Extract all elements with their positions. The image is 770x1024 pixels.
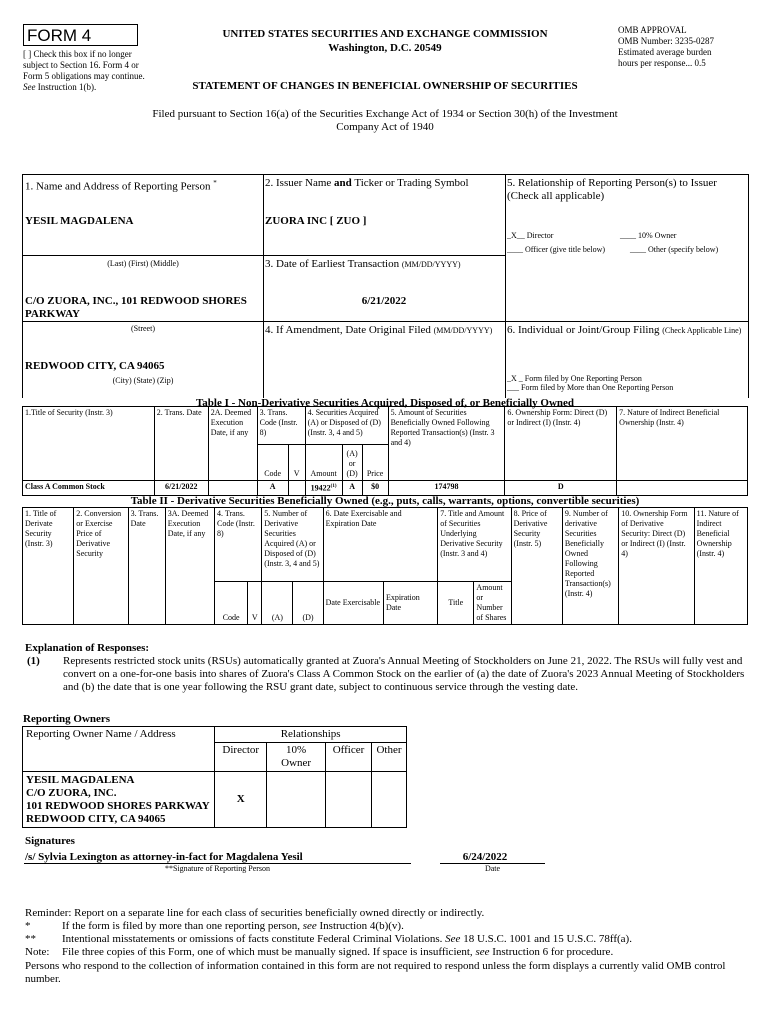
t2-h-underlying: 7. Title and Amount of Securities Underlying Derivative Security (Instr. 3 and 4) bbox=[438, 508, 511, 582]
t1-sub-aord: (A) or (D) bbox=[342, 445, 362, 481]
ro-h-director: Director bbox=[215, 743, 267, 772]
relationship-other: ____ Other (specify below) bbox=[630, 245, 719, 254]
ro-h-other: Other bbox=[371, 743, 406, 772]
agency-location: Washington, D.C. 20549 bbox=[328, 42, 442, 54]
signatures-heading: Signatures bbox=[25, 835, 75, 847]
footer-dstar: Intentional misstatements or omissions of facts constitute Federal Criminal Violations. See 18 U.S.C. 1001 and 15 U.S.C. 78ff(a). bbox=[62, 933, 632, 945]
reporting-person-label: 1. Name and Address of Reporting Person * bbox=[25, 179, 217, 193]
relationship-officer: ____ Officer (give title below) bbox=[507, 245, 606, 254]
table-row bbox=[23, 481, 748, 496]
city-caption: (City) (State) (Zip) bbox=[112, 376, 174, 385]
ro-director-mark: X bbox=[215, 772, 267, 828]
issuer-value: ZUORA INC [ ZUO ] bbox=[265, 215, 367, 227]
t2-sub-title: Title bbox=[438, 582, 474, 625]
explanation-text: Represents restricted stock units (RSUs) automatically granted at Zuora's Annual Meeting of Stockholders on June 21, 2022. The RSUs will fully vest and convert on a one-for-one basis into shares of Zuora's Class A Common Stock on the earlier of (a) the date of Zuora's 2023 Annual Meeting of Stockholders and (b) the date that is one year following the RSU grant date, subject to continuous service through the vesting date. bbox=[63, 655, 745, 693]
footer-note: File three copies of this Form, one of which must be manually signed. If space is insufficient, see Instruction 6 for procedure. bbox=[62, 946, 614, 958]
form-title: FORM 4 bbox=[27, 26, 92, 45]
statement-title: STATEMENT OF CHANGES IN BENEFICIAL OWNERSHIP OF SECURITIES bbox=[192, 80, 578, 92]
amendment-label: 4. If Amendment, Date Original Filed (MM/DD/YYYY) bbox=[265, 324, 493, 336]
table-row bbox=[23, 772, 407, 828]
table1-title: Table I - Non-Derivative Securities Acquired, Disposed of, or Beneficially Owned bbox=[195, 397, 575, 409]
reporting-person-city: REDWOOD CITY, CA 94065 bbox=[25, 360, 165, 372]
t2-sub-a: (A) bbox=[262, 582, 293, 625]
filed-pursuant: Filed pursuant to Section 16(a) of the Securities Exchange Act of 1934 or Section 30(h) of the Investment Company Act of 1940 bbox=[152, 108, 618, 133]
filing-one-person: _X _ Form filed by One Reporting Person bbox=[507, 374, 642, 383]
t1-sub-v: V bbox=[288, 445, 305, 481]
t2-h-price: 8. Price of Derivative Security (Instr. 5) bbox=[511, 508, 562, 625]
t1-h-nature: 7. Nature of Indirect Beneficial Ownership (Instr. 4) bbox=[617, 407, 748, 481]
footer-note-mark: Note: bbox=[25, 946, 50, 958]
reporting-person-name: YESIL MAGDALENA bbox=[25, 215, 134, 227]
t1-h-ownership-form: 6. Ownership Form: Direct (D) or Indirect (I) (Instr. 4) bbox=[505, 407, 617, 481]
table2 bbox=[22, 507, 748, 625]
explanation-heading: Explanation of Responses: bbox=[25, 642, 150, 654]
reporting-owners-table bbox=[22, 726, 407, 828]
omb-approval: OMB APPROVAL OMB Number: 3235-0287 Estimated average burden hours per response... 0.5 bbox=[618, 25, 714, 68]
t2-sub-code: Code bbox=[215, 582, 248, 625]
t2-sub-v: V bbox=[248, 582, 262, 625]
t2-h-title: 1. Title of Derivate Security (Instr. 3) bbox=[23, 508, 74, 625]
t1-row-title: Class A Common Stock bbox=[23, 481, 155, 496]
footer-persons: Persons who respond to the collection of information contained in this form are not required to respond unless the form displays a currently valid OMB control number. bbox=[25, 960, 726, 985]
t1-row-code: A bbox=[257, 481, 288, 496]
earliest-transaction-label: 3. Date of Earliest Transaction (MM/DD/YYYY) bbox=[265, 258, 461, 270]
explanation-marker: (1) bbox=[27, 655, 40, 667]
footer-star: If the form is filed by more than one reporting person, see Instruction 4(b)(v). bbox=[62, 920, 404, 932]
t1-sub-code: Code bbox=[257, 445, 288, 481]
ro-h-officer: Officer bbox=[326, 743, 372, 772]
t1-row-form: D bbox=[505, 481, 617, 496]
t1-h-date: 2. Trans. Date bbox=[154, 407, 208, 481]
ro-h-ten: 10% Owner bbox=[267, 743, 326, 772]
footer-star-mark: * bbox=[25, 920, 31, 932]
form-title-box bbox=[23, 24, 138, 46]
issuer-label: 2. Issuer Name and Ticker or Trading Symbol bbox=[265, 177, 469, 189]
t2-sub-date-exercisable: Date Exercisable bbox=[323, 582, 383, 625]
t1-h-amount-owned: 5. Amount of Securities Beneficially Owned Following Reported Transaction(s) (Instr. 3 and 4) bbox=[388, 407, 505, 481]
t1-sub-price: Price bbox=[362, 445, 388, 481]
t1-row-owned: 174798 bbox=[388, 481, 505, 496]
reporting-owners-heading: Reporting Owners bbox=[23, 713, 111, 725]
t1-sub-amount: Amount bbox=[305, 445, 342, 481]
t2-h-number: 5. Number of Derivative Securities Acquired (A) or Disposed of (D) (Instr. 3, 4 and 5) bbox=[262, 508, 323, 582]
t2-h-date: 3. Trans. Date bbox=[128, 508, 165, 625]
t2-h-conversion: 2. Conversion or Exercise Price of Derivative Security bbox=[74, 508, 128, 625]
t1-h-securities: 4. Securities Acquired (A) or Disposed of (D) (Instr. 3, 4 and 5) bbox=[305, 407, 388, 445]
t2-sub-amount-shares: Amount or Number of Shares bbox=[474, 582, 511, 625]
t2-h-date-exercisable: 6. Date Exercisable and Expiration Date bbox=[323, 508, 438, 582]
t1-row-amount: 19422$^{(1)}$ bbox=[305, 481, 342, 496]
signature-date: 6/24/2022 bbox=[462, 851, 508, 863]
checkbox-note: [ ] Check this box if no longer subject to Section 16. Form 4 or Form 5 obligations may continue. See Instruction 1(b). bbox=[23, 49, 145, 92]
t2-h-number-owned: 9. Number of derivative Securities Beneficially Owned Following Reported Transaction(s) (Instr. 4) bbox=[562, 508, 618, 625]
t1-row-date: 6/21/2022 bbox=[154, 481, 208, 496]
signature-date-caption: Date bbox=[484, 864, 501, 873]
relationship-director: _X__ Director bbox=[507, 231, 554, 240]
street-caption: (Street) bbox=[131, 324, 155, 333]
footer-reminder: Reminder: Report on a separate line for each class of securities beneficially owned directly or indirectly. bbox=[25, 907, 485, 919]
t1-h-code: 3. Trans. Code (Instr. 8) bbox=[257, 407, 305, 445]
ro-owner: YESIL MAGDALENA C/O ZUORA, INC. 101 REDWOOD SHORES PARKWAY REDWOOD CITY, CA 94065 bbox=[23, 772, 215, 828]
reporting-person-street: C/O ZUORA, INC., 101 REDWOOD SHORES PARKWAY bbox=[25, 295, 247, 320]
t2-h-ownership-form: 10. Ownership Form of Derivative Security: Direct (D) or Indirect (I) (Instr. 4) bbox=[619, 508, 694, 625]
t2-h-deemed: 3A. Deemed Execution Date, if any bbox=[165, 508, 214, 625]
t1-h-deemed: 2A. Deemed Execution Date, if any bbox=[208, 407, 257, 481]
t1-row-price: $0 bbox=[362, 481, 388, 496]
signature-caption: **Signature of Reporting Person bbox=[164, 864, 271, 873]
agency-name: UNITED STATES SECURITIES AND EXCHANGE COMMISSION bbox=[222, 28, 548, 40]
relationship-label: 5. Relationship of Reporting Person(s) to Issuer (Check all applicable) bbox=[507, 177, 717, 202]
t2-h-nature: 11. Nature of Indirect Beneficial Ownership (Instr. 4) bbox=[694, 508, 747, 625]
name-caption: (Last) (First) (Middle) bbox=[107, 259, 179, 268]
filing-label: 6. Individual or Joint/Group Filing (Check Applicable Line) bbox=[507, 324, 742, 336]
earliest-transaction-value: 6/21/2022 bbox=[361, 295, 407, 307]
t1-h-title: 1.Title of Security (Instr. 3) bbox=[23, 407, 155, 481]
table2-title: Table II - Derivative Securities Beneficially Owned (e.g., puts, calls, warrants, options, convertible securities) bbox=[130, 495, 640, 507]
t2-sub-d: (D) bbox=[293, 582, 323, 625]
table1 bbox=[22, 406, 748, 496]
ro-h-name: Reporting Owner Name / Address bbox=[23, 727, 215, 743]
signature-text: /s/ Sylvia Lexington as attorney-in-fact for Magdalena Yesil bbox=[25, 851, 303, 863]
footer-dstar-mark: ** bbox=[25, 933, 36, 945]
t2-h-code: 4. Trans. Code (Instr. 8) bbox=[215, 508, 262, 582]
relationship-ten-percent: ____ 10% Owner bbox=[620, 231, 677, 240]
t2-sub-expiration-date: Expiration Date bbox=[383, 582, 437, 625]
filing-more-persons: ___ Form filed by More than One Reporting Person bbox=[507, 383, 674, 392]
t1-row-aord: A bbox=[342, 481, 362, 496]
ro-h-relationships: Relationships bbox=[215, 727, 407, 743]
